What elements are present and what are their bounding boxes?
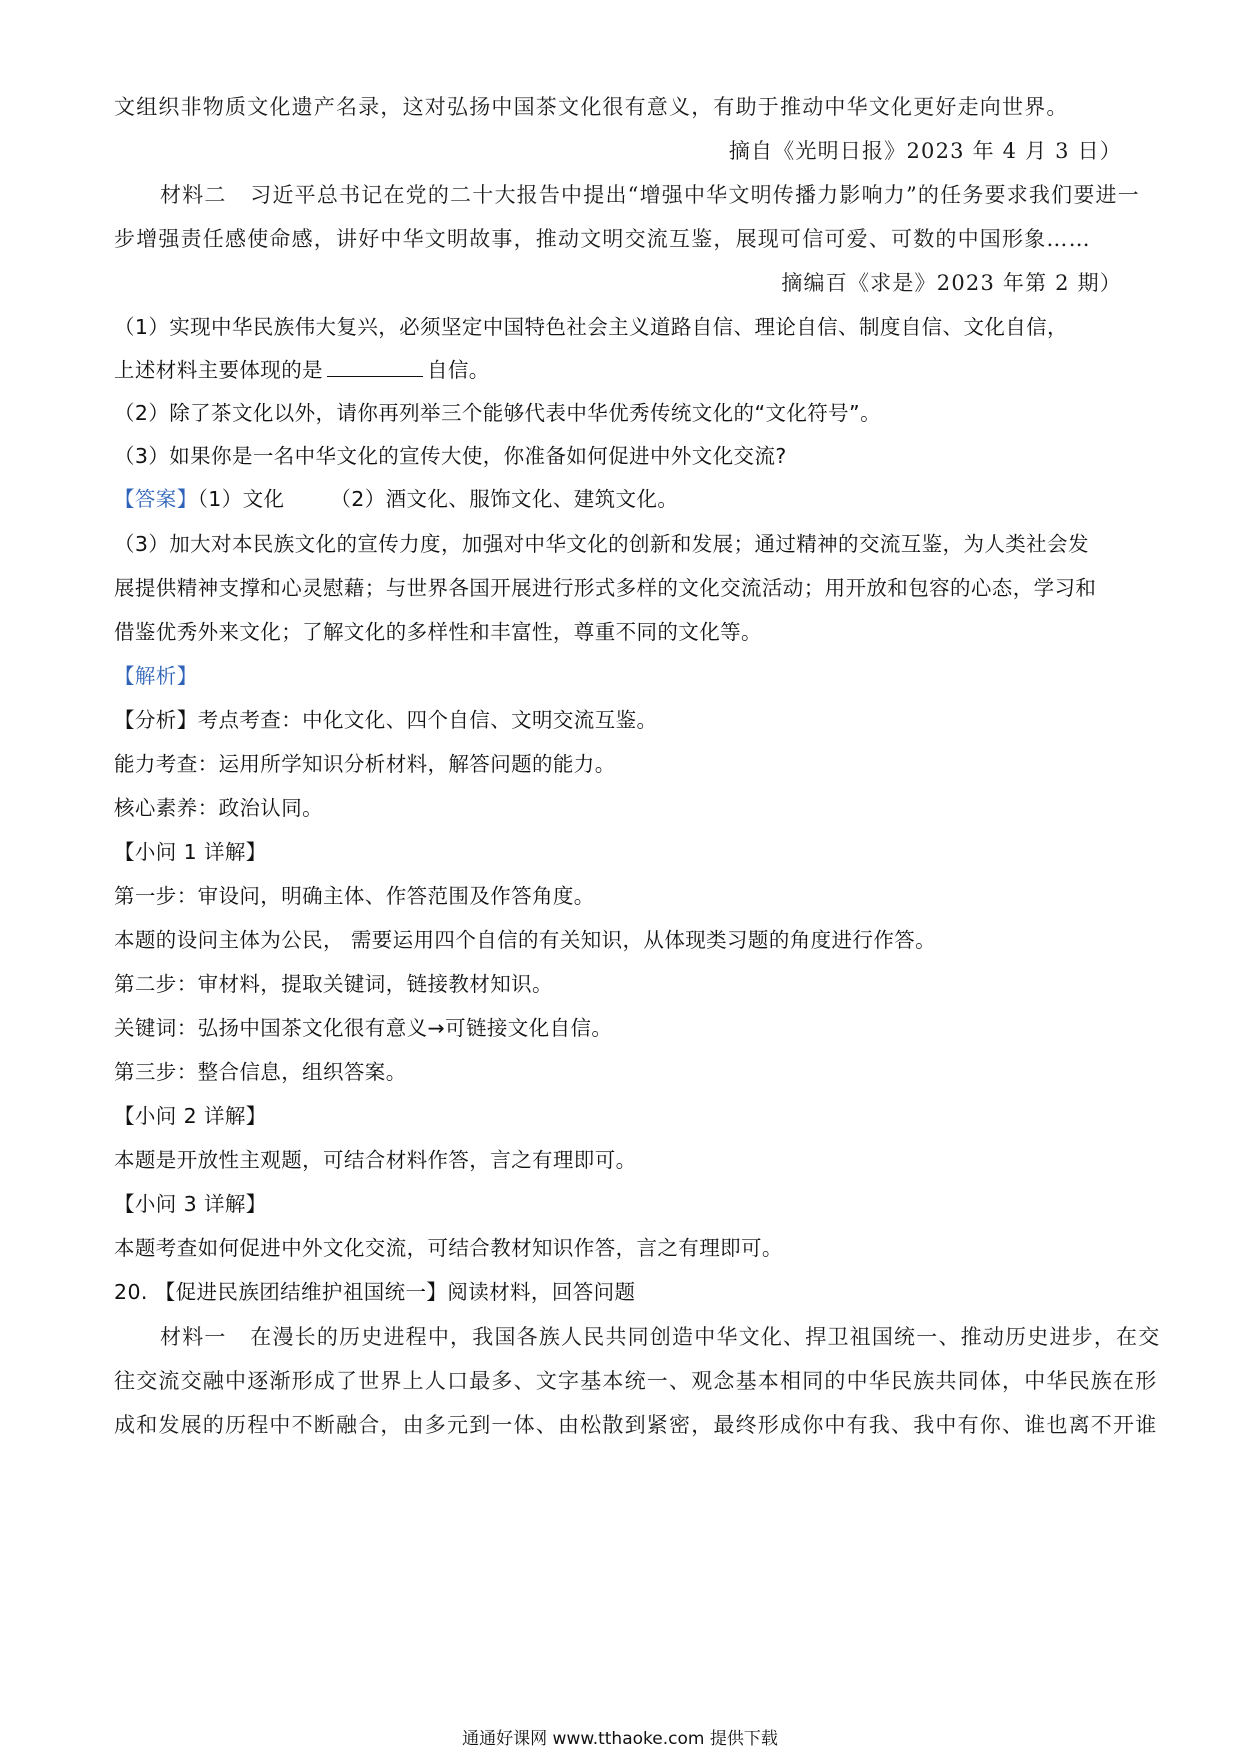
answer-3-line-3: 借鉴优秀外来文化；了解文化的多样性和丰富性，尊重不同的文化等。 [114,620,762,644]
sub-question-2-title: 【小问 2 详解】 [114,1104,267,1128]
page-footer: 通通好课网 www.tthaoke.com 提供下载 [462,1729,778,1749]
q20-material-one-label: 材料一 [160,1325,227,1349]
material-two-label: 材料二 [160,183,227,207]
sub-question-3-detail: 本题考查如何促进中外文化交流，可结合教材知识作答，言之有理即可。 [114,1236,783,1260]
source-citation-a: 摘自《光明日报》2023 年 4 月 3 日） [728,139,1122,163]
sub-question-2-detail: 本题是开放性主观题，可结合材料作答，言之有理即可。 [114,1148,637,1172]
answer-1: （1）文化 [197,487,285,511]
answer-line [114,484,1130,514]
analysis-core-literacy: 核心素养：政治认同。 [114,796,323,820]
q20-material-one-line-1 [160,1322,1161,1352]
step-3: 第三步：整合信息，组织答案。 [114,1060,407,1084]
sub-question-3-title: 【小问 3 详解】 [114,1192,267,1216]
answer-blank [327,356,423,377]
question-20-title: 20. 【促进民族团结维护祖国统一】阅读材料，回答问题 [114,1280,636,1304]
question-1-prefix: 上述材料主要体现的是 [114,358,323,382]
material-two-line-2: 步增强责任感使命感，讲好中华文明故事，推动文明交流互鉴，展现可信可爱、可数的中国形象…… [114,227,1091,251]
keywords: 关键词：弘扬中国茶文化很有意义→可链接文化自信。 [114,1016,613,1040]
material-one-tail: 文组织非物质文化遗产名录，这对弘扬中国茶文化很有意义，有助于推动中华文化更好走向世界。 [114,95,1069,119]
answer-3-line-1: （3）加大对本民族文化的宣传力度，加强对中华文化的创新和发展；通过精神的交流互鉴，为人类社会发 [114,532,1089,556]
question-3: （3）如果你是一名中华文化的宣传大使，你准备如何促进中外文化交流? [114,444,787,468]
step-1-detail: 本题的设问主体为公民， 需要运用四个自信的有关知识，从体现类习题的角度进行作答。 [114,928,937,952]
question-1-suffix: 自信。 [427,358,490,382]
answer-tag: 【答案】 [114,487,198,511]
material-two-line-1 [160,180,1140,210]
q20-material-one-line-3: 成和发展的历程中不断融合，由多元到一体、由松散到紧密，最终形成你中有我、我中有你、谁也离不开谁 [114,1413,1158,1437]
analysis-tag: 【解析】 [114,664,198,688]
question-2: （2）除了茶文化以外，请你再列举三个能够代表中华优秀传统文化的“文化符号”。 [114,401,881,425]
source-citation-b: 摘编百《求是》2023 年第 2 期） [781,271,1122,295]
step-1: 第一步：审设问，明确主体、作答范围及作答角度。 [114,884,595,908]
question-1-line-2 [114,355,1130,385]
sub-question-1-title: 【小问 1 详解】 [114,840,267,864]
answer-3-line-2: 展提供精神支撑和心灵慰藉；与世界各国开展进行形式多样的文化交流活动；用开放和包容的心态，学习和 [114,576,1097,600]
material-two-text-1: 习近平总书记在党的二十大报告中提出“增强中华文明传播力影响力”的任务要求我们要进一 [250,183,1140,207]
q20-material-one-text-1: 在漫长的历史进程中，我国各族人民共同创造中华文化、捍卫祖国统一、推动历史进步，在交 [250,1325,1161,1349]
analysis-fenxi: 【分析】考点考查：中化文化、四个自信、文明交流互鉴。 [114,708,658,732]
q20-material-one-line-2: 往交流交融中逐渐形成了世界上人口最多、文字基本统一、观念基本相同的中华民族共同体，中华民族在形 [114,1369,1158,1393]
analysis-ability: 能力考查：运用所学知识分析材料，解答问题的能力。 [114,752,616,776]
step-2: 第二步：审材料，提取关键词，链接教材知识。 [114,972,553,996]
question-1-line-1: （1）实现中华民族伟大复兴，必须坚定中国特色社会主义道路自信、理论自信、制度自信、文化自信， [114,315,1068,339]
answer-2: （2）酒文化、服饰文化、建筑文化。 [330,487,679,511]
